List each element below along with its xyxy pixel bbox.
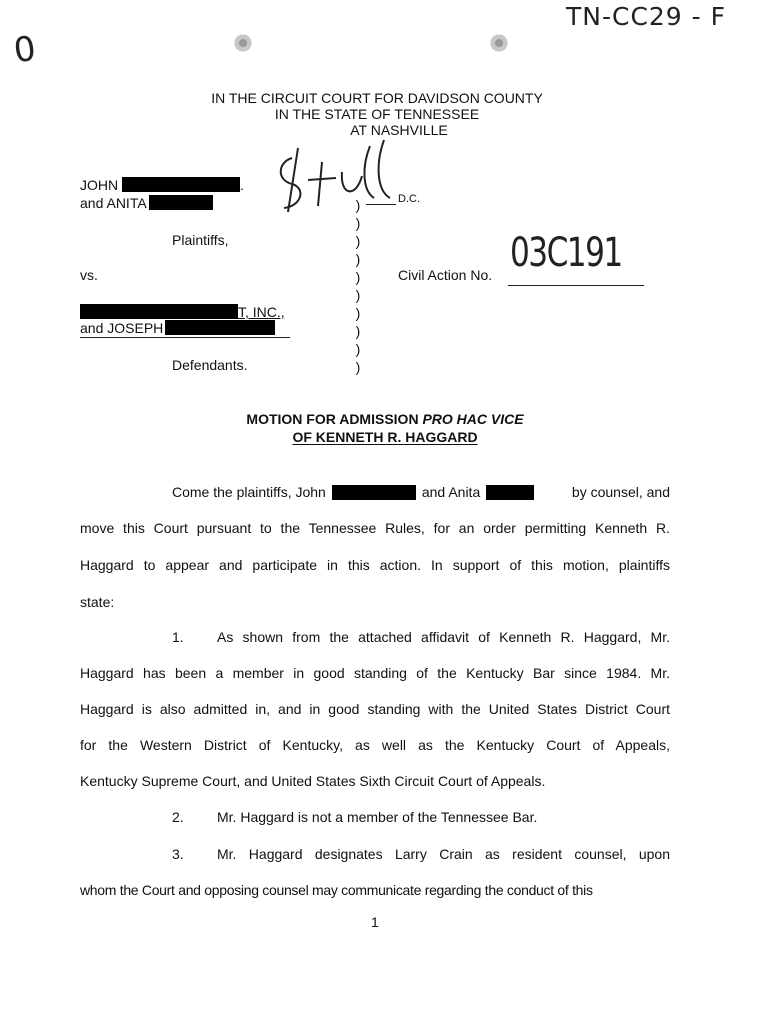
item-3-line-1: Mr. Haggard designates Larry Crain as resident counsel, upon <box>217 846 670 862</box>
caption-paren: ) <box>355 215 361 231</box>
clerk-mark-underline <box>366 204 396 205</box>
caption-paren: ) <box>355 287 361 303</box>
intro-text-a: Come the plaintiffs, John <box>172 484 326 500</box>
plaintiff-1-name: JOHN <box>80 177 119 193</box>
motion-title-subject: OF KENNETH R. HAGGARD <box>292 429 478 445</box>
intro-line-4: state: <box>80 594 115 610</box>
defendant-2-name: and JOSEPH <box>80 320 164 336</box>
page-number: 1 <box>371 914 379 930</box>
motion-title-text: MOTION FOR ADMISSION <box>246 411 423 427</box>
stamp-seal-left <box>232 32 254 54</box>
plaintiff-1-line <box>80 177 244 193</box>
civil-action-label: Civil Action No. <box>398 267 493 283</box>
defendant-block-underline <box>80 337 290 338</box>
court-heading-line-2: IN THE STATE OF TENNESSEE <box>274 106 480 122</box>
caption-paren: ) <box>355 233 361 249</box>
defendant-1-suffix: T, INC., <box>238 304 285 320</box>
redaction-bar <box>332 485 416 500</box>
intro-line-3: Haggard to appear and participate in this action. In support of this motion, plaintiffs <box>80 557 670 573</box>
caption-paren: ) <box>355 341 361 357</box>
redaction-bar <box>80 304 238 319</box>
intro-text-b: and Anita <box>421 484 481 500</box>
stamp-seal-right <box>488 32 510 54</box>
motion-title-line-2 <box>0 429 770 445</box>
caption-paren: ) <box>355 197 361 213</box>
item-3-line-2: whom the Court and opposing counsel may communicate regarding the conduct of this <box>80 882 593 898</box>
item-1-line-2: Haggard has been a member in good standing of the Kentucky Bar since 1984. Mr. <box>80 665 670 681</box>
redaction-bar <box>165 320 275 335</box>
caption-paren: ) <box>355 269 361 285</box>
motion-title-italic: PRO HAC VICE <box>422 411 524 427</box>
defendant-1-line <box>80 304 285 320</box>
civil-action-number: 03C191 <box>510 230 622 276</box>
item-3-number: 3. <box>172 846 184 862</box>
caption-paren: ) <box>355 251 361 267</box>
versus-label: vs. <box>80 267 98 283</box>
redaction-bar <box>122 177 240 192</box>
intro-line-2: move this Court pursuant to the Tennessee Rules, for an order permitting Kenneth R. <box>80 520 670 536</box>
defendants-label: Defendants. <box>172 357 248 373</box>
plaintiff-1-suffix: . <box>240 177 244 193</box>
plaintiff-2-line <box>80 195 213 211</box>
item-1-line-1: As shown from the attached affidavit of Kenneth R. Haggard, Mr. <box>217 629 670 645</box>
intro-text-c: by counsel, and <box>571 484 670 500</box>
top-right-handwritten-mark: TN-CC29 - F <box>566 2 727 31</box>
item-2-number: 2. <box>172 809 184 825</box>
court-heading-line-3: AT NASHVILLE <box>350 122 448 138</box>
court-heading-line-1: IN THE CIRCUIT COURT FOR DAVIDSON COUNTY <box>211 90 543 106</box>
clerk-mark: D.C. <box>398 193 420 205</box>
motion-title-line-1 <box>0 411 770 427</box>
top-left-handwritten-mark: 0 <box>11 28 39 72</box>
redaction-bar <box>486 485 534 500</box>
caption-paren: ) <box>355 305 361 321</box>
intro-line-1 <box>172 484 670 500</box>
redaction-bar <box>149 195 213 210</box>
defendant-2-line <box>80 320 275 336</box>
plaintiff-2-name: and ANITA <box>80 195 147 211</box>
item-2-line-1: Mr. Haggard is not a member of the Tennessee Bar. <box>217 809 538 825</box>
caption-paren: ) <box>355 359 361 375</box>
plaintiffs-label: Plaintiffs, <box>172 232 229 248</box>
item-1-line-4: for the Western District of Kentucky, as well as the Kentucky Court of Appeals, <box>80 737 670 753</box>
civil-action-underline <box>508 285 644 286</box>
item-1-line-3: Haggard is also admitted in, and in good standing with the United States District Court <box>80 701 670 717</box>
caption-paren: ) <box>355 323 361 339</box>
item-1-number: 1. <box>172 629 184 645</box>
item-1-line-5: Kentucky Supreme Court, and United States Sixth Circuit Court of Appeals. <box>80 773 546 789</box>
